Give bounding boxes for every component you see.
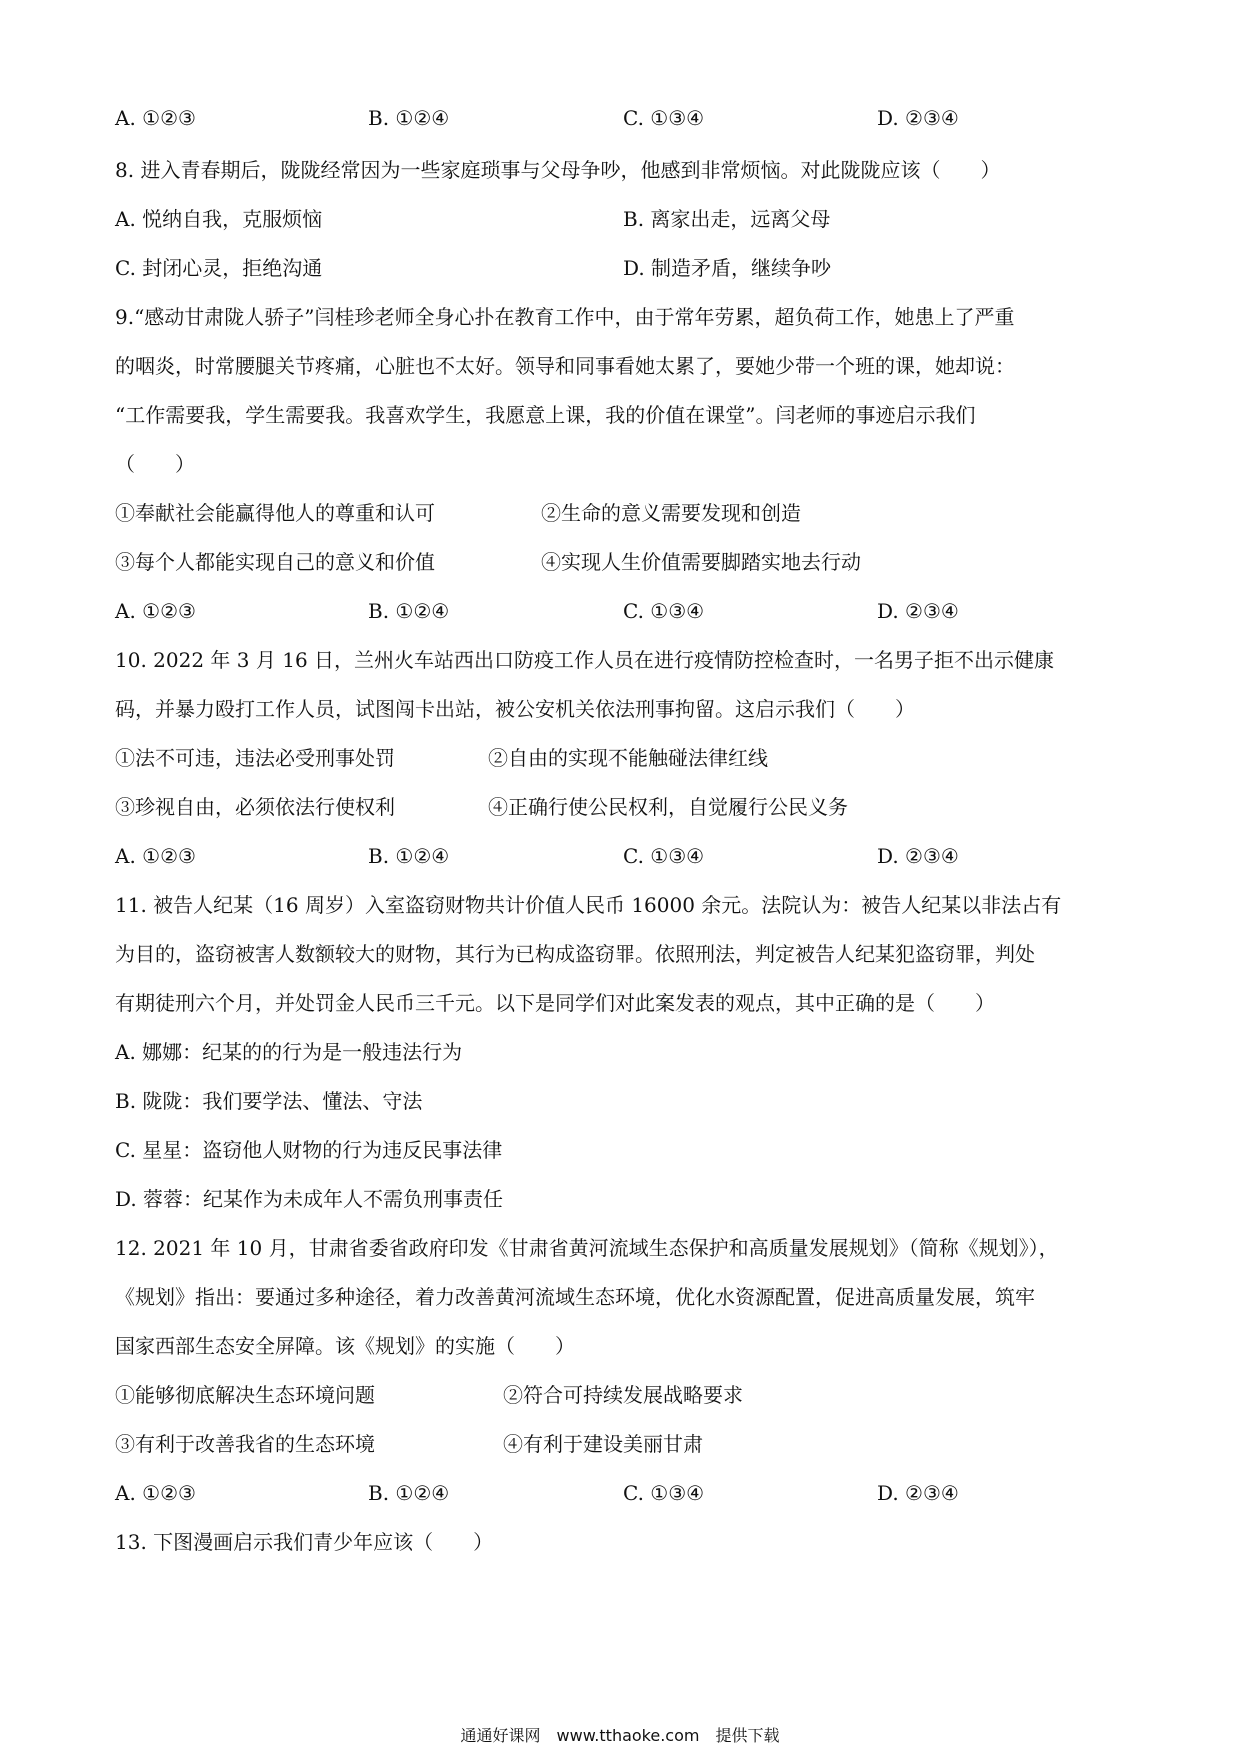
q10-stem-line-1: 10. 2022 年 3 月 16 日，兰州火车站西出口防疫工作人员在进行疫情防控检查时，一名男子拒不出示健康 (115, 648, 1055, 672)
q10-statement-4: ④正确行使公民权利，自觉履行公民义务 (488, 795, 848, 819)
q12-stem-line-1: 12. 2021 年 10 月，甘肃省委省政府印发《甘肃省黄河流域生态保护和高质量发展规划》（简称《规划》）， (115, 1236, 1059, 1260)
q10-option-a: A. ①②③ (115, 844, 196, 868)
q9-stem-line-3: “工作需要我，学生需要我。我喜欢学生，我愿意上课，我的价值在课堂”。闫老师的事迹启示我们 (115, 403, 976, 427)
q10-statement-2: ②自由的实现不能触碰法律红线 (488, 746, 768, 770)
q9-statement-2: ②生命的意义需要发现和创造 (541, 501, 801, 525)
q7-option-d: D. ②③④ (877, 106, 959, 130)
q7-option-c: C. ①③④ (623, 106, 705, 130)
q9-stem-line-2: 的咽炎，时常腰腿关节疼痛，心脏也不太好。领导和同事看她太累了，要她少带一个班的课，她却说： (115, 354, 1015, 378)
q9-option-d: D. ②③④ (877, 599, 959, 623)
q12-statement-4: ④有利于建设美丽甘肃 (503, 1432, 703, 1456)
q11-stem-line-1: 11. 被告人纪某（16 周岁）入室盗窃财物共计价值人民币 16000 余元。法院认为：被告人纪某以非法占有 (115, 893, 1062, 917)
q12-stem-line-2: 《规划》指出：要通过多种途径，着力改善黄河流域生态环境，优化水资源配置，促进高质量发展，筑牢 (115, 1285, 1035, 1309)
q10-option-c: C. ①③④ (623, 844, 705, 868)
q9-statement-1: ①奉献社会能赢得他人的尊重和认可 (115, 501, 435, 525)
q8-option-d: D. 制造矛盾，继续争吵 (623, 256, 832, 280)
q11-stem-line-3: 有期徒刑六个月，并处罚金人民币三千元。以下是同学们对此案发表的观点，其中正确的是（ ） (115, 991, 995, 1015)
q9-statement-4: ④实现人生价值需要脚踏实地去行动 (541, 550, 861, 574)
q7-option-b: B. ①②④ (368, 106, 450, 130)
q10-stem-line-2: 码，并暴力殴打工作人员，试图闯卡出站，被公安机关依法刑事拘留。这启示我们（ ） (115, 697, 915, 721)
q8-option-a: A. 悦纳自我，克服烦恼 (115, 207, 323, 231)
q10-option-d: D. ②③④ (877, 844, 959, 868)
q7-option-a: A. ①②③ (115, 106, 196, 130)
q12-option-c: C. ①③④ (623, 1481, 705, 1505)
footer-watermark: 通通好课网 www.tthaoke.com 提供下载 (460, 1726, 780, 1745)
q12-statement-1: ①能够彻底解决生态环境问题 (115, 1383, 375, 1407)
q8-stem: 8. 进入青春期后，陇陇经常因为一些家庭琐事与父母争吵，他感到非常烦恼。对此陇陇应该（ ） (115, 158, 1001, 182)
q10-option-b: B. ①②④ (368, 844, 450, 868)
q9-option-a: A. ①②③ (115, 599, 196, 623)
q9-stem-line-1: 9.“感动甘肃陇人骄子”闫桂珍老师全身心扑在教育工作中，由于常年劳累，超负荷工作，她患上了严重 (115, 305, 1015, 329)
q12-statement-2: ②符合可持续发展战略要求 (503, 1383, 743, 1407)
q11-option-d: D. 蓉蓉：纪某作为未成年人不需负刑事责任 (115, 1187, 504, 1211)
q9-option-c: C. ①③④ (623, 599, 705, 623)
q12-option-a: A. ①②③ (115, 1481, 196, 1505)
q11-option-c: C. 星星：盗窃他人财物的行为违反民事法律 (115, 1138, 503, 1162)
q11-stem-line-2: 为目的，盗窃被害人数额较大的财物，其行为已构成盗窃罪。依照刑法，判定被告人纪某犯盗窃罪，判处 (115, 942, 1035, 966)
q11-option-b: B. 陇陇：我们要学法、懂法、守法 (115, 1089, 423, 1113)
q13-stem: 13. 下图漫画启示我们青少年应该（ ） (115, 1530, 494, 1554)
q12-statement-3: ③有利于改善我省的生态环境 (115, 1432, 375, 1456)
q12-stem-line-3: 国家西部生态安全屏障。该《规划》的实施（ ） (115, 1334, 575, 1358)
q12-option-d: D. ②③④ (877, 1481, 959, 1505)
q9-option-b: B. ①②④ (368, 599, 450, 623)
q10-statement-3: ③珍视自由，必须依法行使权利 (115, 795, 395, 819)
q9-statement-3: ③每个人都能实现自己的意义和价值 (115, 550, 435, 574)
q8-option-c: C. 封闭心灵，拒绝沟通 (115, 256, 323, 280)
q9-stem-line-4: （ ） (115, 452, 195, 476)
q8-option-b: B. 离家出走，远离父母 (623, 207, 831, 231)
q10-statement-1: ①法不可违，违法必受刑事处罚 (115, 746, 395, 770)
q12-option-b: B. ①②④ (368, 1481, 450, 1505)
q11-option-a: A. 娜娜：纪某的的行为是一般违法行为 (115, 1040, 463, 1064)
